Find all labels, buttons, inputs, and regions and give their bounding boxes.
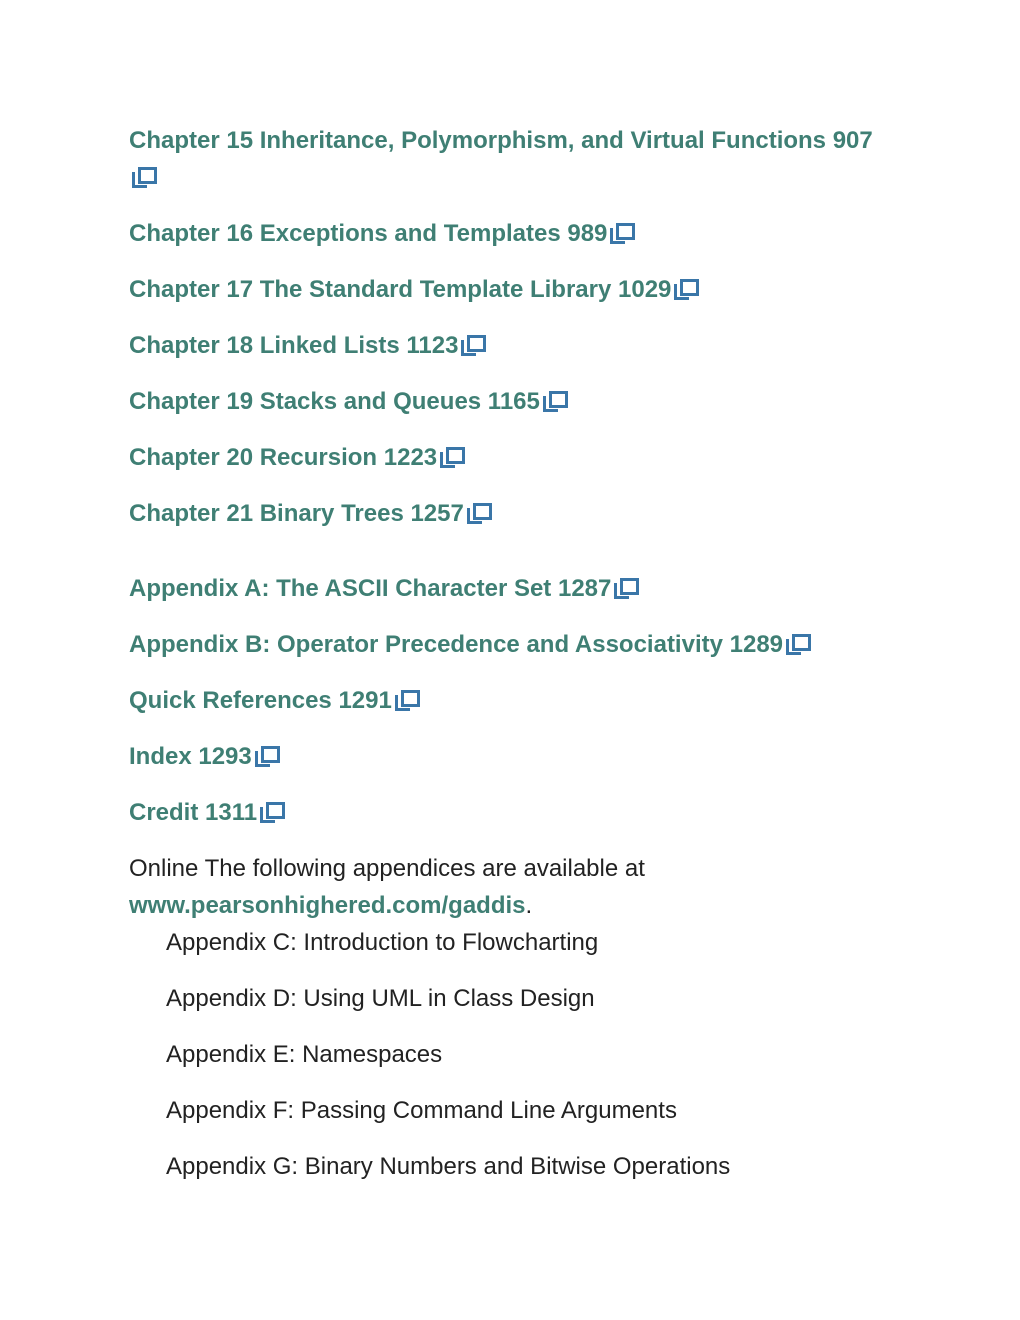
external-window-icon[interactable]: [467, 502, 491, 524]
toc-entry-chapter-16: [129, 215, 889, 252]
toc-page: [129, 122, 889, 1204]
toc-entry-appendix-a: [129, 570, 889, 607]
external-window-icon[interactable]: [674, 278, 698, 300]
online-appendix-f: Appendix F: Passing Command Line Arguments: [166, 1097, 677, 1124]
toc-entry-chapter-17: [129, 271, 889, 308]
toc-link-label: Chapter 17 The Standard Template Library 1029: [129, 276, 672, 303]
toc-entry-chapter-21: [129, 495, 889, 532]
toc-link-label: Appendix B: Operator Precedence and Associativity 1289: [129, 631, 784, 658]
toc-entry-chapter-19: [129, 383, 889, 420]
toc-link-label: Chapter 19 Stacks and Queues 1165: [129, 388, 540, 415]
toc-entry-chapter-20: [129, 439, 889, 476]
toc-link-label: Chapter 16 Exceptions and Templates 989: [129, 220, 608, 247]
online-appendix-e: Appendix E: Namespaces: [166, 1041, 443, 1068]
toc-link-label: Chapter 20 Recursion 1223: [129, 444, 438, 471]
online-appendices-note: [129, 850, 889, 924]
toc-link-chapter-20[interactable]: [129, 439, 889, 476]
toc-link-label: Chapter 15 Inheritance, Polymorphism, and Virtual Functions 907: [129, 127, 873, 154]
external-window-icon[interactable]: [260, 801, 284, 823]
toc-link-label: Credit 1311: [129, 799, 258, 826]
toc-entry-chapter-18: [129, 327, 889, 364]
toc-entry-chapter-15: [129, 122, 889, 196]
toc-link-index[interactable]: [129, 738, 889, 775]
toc-link-label: Index 1293: [129, 743, 252, 770]
toc-entry-credit: [129, 794, 889, 831]
online-appendix-list: [166, 924, 889, 1185]
toc-entry-appendix-b: [129, 626, 889, 663]
toc-link-label: Quick References 1291: [129, 687, 392, 714]
external-window-icon[interactable]: [440, 446, 464, 468]
toc-entry-quick-references: [129, 682, 889, 719]
toc-link-appendix-b[interactable]: [129, 626, 889, 663]
online-appendix-d: Appendix D: Using UML in Class Design: [166, 985, 595, 1012]
toc-link-chapter-18[interactable]: [129, 327, 889, 364]
toc-link-chapter-15[interactable]: [129, 122, 889, 196]
online-url-link[interactable]: www.pearsonhighered.com/gaddis: [129, 892, 526, 919]
external-window-icon[interactable]: [786, 633, 810, 655]
toc-link-label: Appendix A: The ASCII Character Set 1287: [129, 575, 612, 602]
toc-link-appendix-a[interactable]: [129, 570, 889, 607]
external-window-icon[interactable]: [395, 689, 419, 711]
online-appendix-g: Appendix G: Binary Numbers and Bitwise Operations: [166, 1153, 731, 1180]
external-window-icon[interactable]: [461, 334, 485, 356]
external-window-icon[interactable]: [610, 222, 634, 244]
toc-entry-index: [129, 738, 889, 775]
online-intro-text: Online The following appendices are available at: [129, 855, 645, 882]
toc-link-chapter-19[interactable]: [129, 383, 889, 420]
toc-link-chapter-21[interactable]: [129, 495, 889, 532]
toc-link-chapter-16[interactable]: [129, 215, 889, 252]
toc-link-label: Chapter 18 Linked Lists 1123: [129, 332, 459, 359]
external-window-icon[interactable]: [543, 390, 567, 412]
external-window-icon[interactable]: [132, 166, 156, 188]
external-window-icon[interactable]: [614, 577, 638, 599]
online-appendix-c: Appendix C: Introduction to Flowcharting: [166, 929, 599, 956]
toc-link-label: Chapter 21 Binary Trees 1257: [129, 500, 464, 527]
toc-link-quick-references[interactable]: [129, 682, 889, 719]
toc-link-credit[interactable]: [129, 794, 889, 831]
online-period: .: [525, 892, 533, 919]
toc-link-chapter-17[interactable]: [129, 271, 889, 308]
external-window-icon[interactable]: [255, 745, 279, 767]
